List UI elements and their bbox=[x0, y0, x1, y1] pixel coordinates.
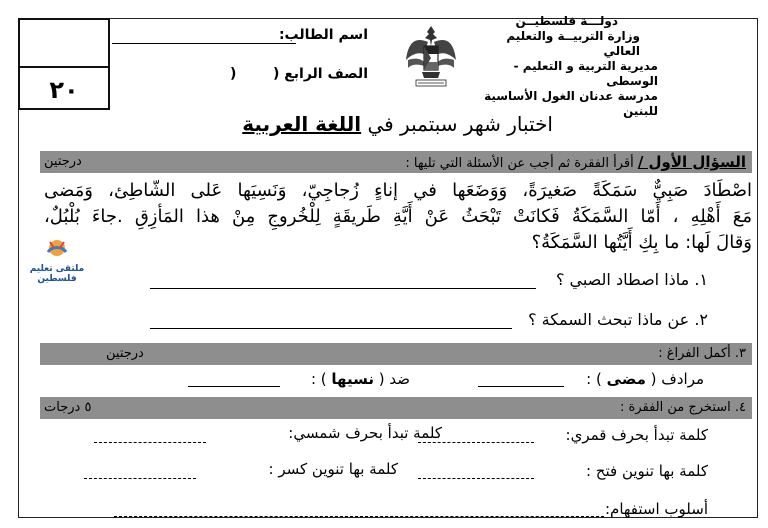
palestine-eagle-emblem-icon bbox=[404, 20, 458, 90]
question-2 bbox=[528, 310, 708, 329]
header-line: مدرسة عدنان الغول الأساسية للبنين bbox=[484, 89, 658, 118]
antonym-answer-field[interactable] bbox=[188, 386, 280, 387]
student-name-field[interactable] bbox=[112, 43, 296, 44]
question-text: عن ماذا تبحث السمكة ؟ bbox=[528, 310, 690, 329]
header-line: وزارة التربيــة والتعليم العالي bbox=[506, 29, 640, 58]
synonym-prompt bbox=[586, 370, 704, 388]
watermark-logo-icon bbox=[26, 236, 88, 260]
section3-marks: درجتين bbox=[106, 346, 144, 361]
antonym-prompt bbox=[311, 370, 410, 388]
solar-letter-label: كلمة تبدأ بحرف شمسي: bbox=[288, 424, 442, 442]
grade-close: ) bbox=[230, 66, 237, 82]
synonym-prefix: مرادف ( bbox=[650, 370, 704, 388]
header-line: دولـــة فلسطيــن bbox=[515, 14, 618, 28]
header-line: مديرية التربية و التعليم - الوسطى bbox=[513, 59, 658, 88]
question-number: ٢. bbox=[694, 310, 708, 329]
section4-marks: ٥ درجات bbox=[44, 400, 92, 415]
kasra-answer-field[interactable] bbox=[84, 478, 196, 479]
reading-passage bbox=[44, 178, 752, 256]
student-name-label: اسم الطالب: bbox=[278, 27, 368, 43]
kasra-tanween-label: كلمة بها تنوين كسر : bbox=[268, 460, 398, 478]
antonym-suffix: ) : bbox=[310, 370, 327, 388]
solar-answer-field[interactable] bbox=[94, 442, 206, 443]
score-value: ٢٠ bbox=[49, 76, 79, 104]
section3-heading: ٣. أكمل الفراغ : bbox=[658, 346, 746, 361]
grade-label: الصف الرابع ( bbox=[272, 66, 368, 82]
watermark-text: ملتقى تعليم فلسطين bbox=[29, 264, 85, 284]
fatha-answer-field[interactable] bbox=[418, 478, 534, 479]
answer-line-1[interactable] bbox=[150, 288, 536, 289]
question-style-label: أسلوب استفهام: bbox=[604, 500, 708, 518]
passage-line: اصْطَادَ صَبِيٌّ سَمَكَةً صَغيرَةً، وَوَضَعَها في إناءٍ زُجاجِيّ، وَنَسِيَها عَلى الشّاطِئ، وَمَضى bbox=[44, 180, 752, 201]
synonym-word: مضى bbox=[606, 370, 646, 388]
question-text: ماذا اصطاد الصبي ؟ bbox=[555, 270, 690, 289]
antonym-prefix: ضد ( bbox=[378, 370, 410, 388]
question-1 bbox=[556, 270, 708, 289]
synonym-suffix: ) : bbox=[586, 370, 602, 388]
passage-line: وَقالَ لَها: ما بِكِ أَيَّتُها السَّمَكَةُ؟ bbox=[531, 232, 752, 253]
section4-heading: ٤. استخرج من الفقرة : bbox=[620, 400, 746, 415]
lunar-letter-label: كلمة تبدأ بحرف قمري: bbox=[565, 426, 708, 444]
section1-heading-group bbox=[405, 151, 746, 175]
score-divider bbox=[18, 66, 110, 68]
question-style-answer-field[interactable] bbox=[114, 516, 604, 517]
lunar-answer-field[interactable] bbox=[418, 442, 534, 443]
antonym-word: نسيها bbox=[331, 370, 374, 388]
section1-marks: درجتين bbox=[44, 154, 82, 169]
section3-bar bbox=[40, 343, 752, 365]
title-subject: اللغة العربية bbox=[242, 112, 362, 136]
ministry-header bbox=[478, 14, 658, 119]
question-number: ١. bbox=[694, 270, 708, 289]
title-prefix: اختبار شهر سبتمبر في bbox=[367, 112, 553, 136]
passage-line: مَعَ أَهْلِهِ ، أَمّا السَّمَكَةُ فَكانَتْ تَبْحَثُ عَنْ أَيَّةِ طَريقَةٍ لِلْخُروجِ مِنْ هذا المَأزِقِ .جاءَ بُلْبُلٌ، bbox=[44, 206, 752, 227]
section4-bar bbox=[40, 397, 752, 419]
synonym-answer-field[interactable] bbox=[478, 386, 564, 387]
answer-line-2[interactable] bbox=[150, 328, 512, 329]
exam-title bbox=[242, 112, 553, 136]
fatha-tanween-label: كلمة بها تنوين فتح : bbox=[585, 462, 708, 480]
section1-bar bbox=[40, 151, 752, 173]
section1-heading: السؤال الأول / bbox=[637, 153, 746, 171]
section1-instruction: أقرأ الفقرة ثم أجب عن الأسئلة التي تليها : bbox=[405, 156, 634, 171]
site-watermark bbox=[26, 236, 88, 284]
